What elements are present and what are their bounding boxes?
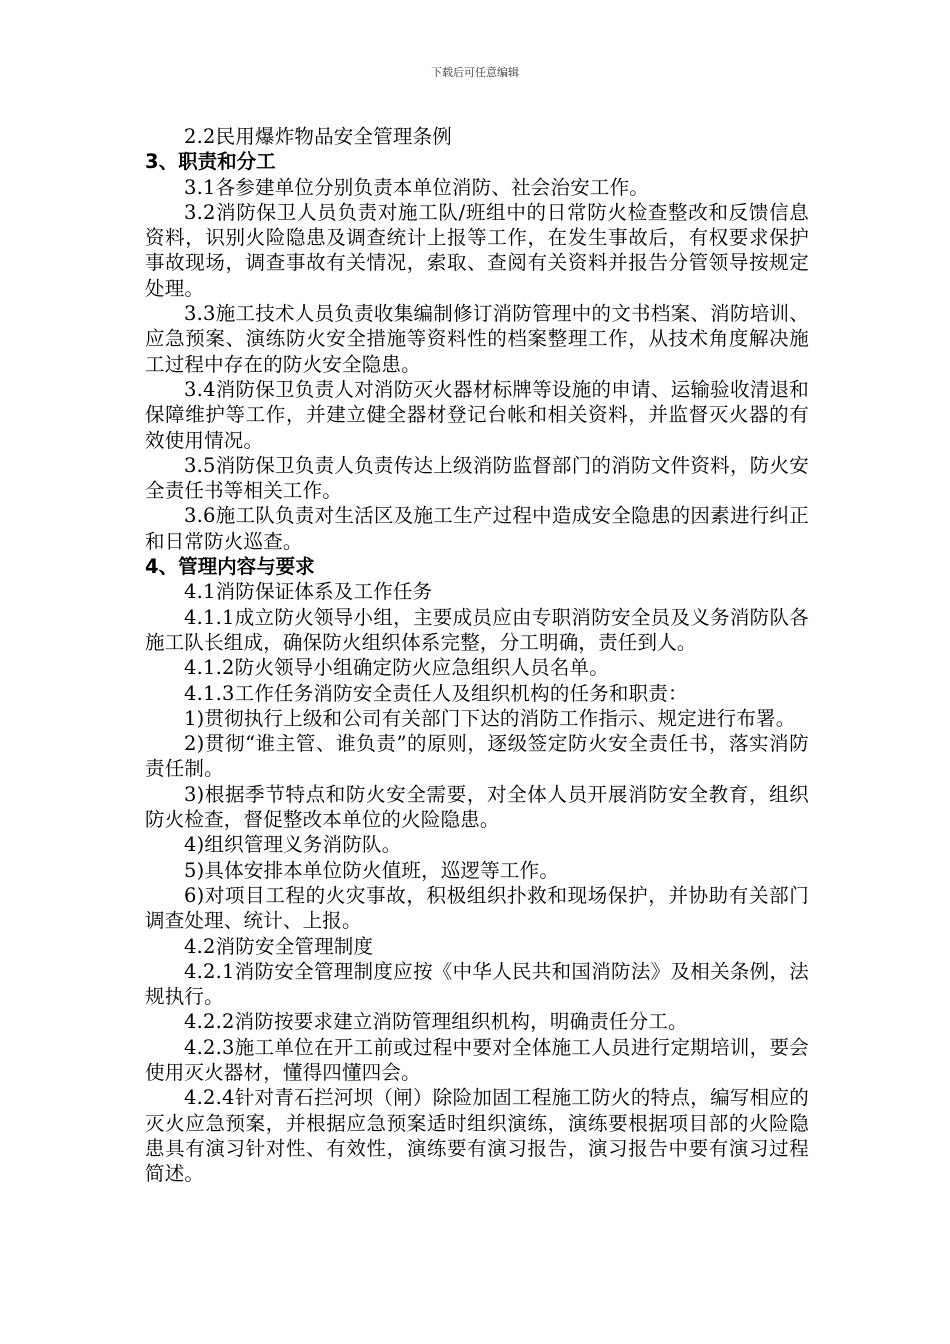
section-heading-3: 3、职责和分工: [145, 150, 276, 174]
list-item-6: 6)对项目工程的火灾事故，积极组织扑救和现场保护，并协助有关部门调查处理、统计、上报。: [145, 883, 809, 933]
paragraph-4-1-1: 4.1.1成立防火领导小组，主要成员应由专职消防安全员及义务消防队各施工队长组成，确保防火组织体系完整，分工明确，责任到人。: [145, 605, 809, 654]
list-item-1: 1)贯彻执行上级和公司有关部门下达的消防工作指示、规定进行布署。: [184, 706, 796, 730]
paragraph-4-2-1: 4.2.1消防安全管理制度应按《中华人民共和国消防法》及相关条例，法规执行。: [145, 959, 809, 1009]
paragraph-4-2-4: 4.2.4针对青石拦河坝（闸）除险加固工程施工防火的特点，编写相应的灭火应急预案，并根据应急预案适时组织演练，演练要根据项目部的火险隐患具有演习针对性、有效性，演练要有演习报告，演习报告中要有演习过程简述。: [145, 1086, 809, 1186]
document-body: [145, 124, 809, 1186]
paragraph-4-1-2: 4.1.2防火领导小组确定防火应急组织人员名单。: [184, 656, 609, 680]
list-item-5: 5)具体安排本单位防火值班，巡逻等工作。: [184, 858, 560, 882]
list-item-3: 3)根据季节特点和防火安全需要，对全体人员开展消防安全教育，组织防火检查，督促整改本单位的火险隐患。: [145, 782, 809, 832]
paragraph-3-6: 3.6施工队负责对生活区及施工生产过程中造成安全隐患的因素进行纠正和日常防火巡查。: [145, 504, 809, 553]
paragraph-4-1: 4.1消防保证体系及工作任务: [184, 580, 433, 604]
paragraph-3-1: 3.1各参建单位分别负责本单位消防、社会治安工作。: [184, 175, 650, 199]
paragraph-4-2: 4.2消防安全管理制度: [184, 934, 374, 958]
paragraph-3-5: 3.5消防保卫负责人负责传达上级消防监督部门的消防文件资料，防火安全责任书等相关工作。: [145, 453, 809, 503]
paragraph-3-4: 3.4消防保卫负责人对消防灭火器材标牌等设施的申请、运输验收清退和保障维护等工作，并建立健全器材登记台帐和相关资料，并监督灭火器的有效使用情况。: [145, 377, 809, 452]
paragraph-2-2: 2.2民用爆炸物品安全管理条例: [184, 125, 453, 148]
paragraph-4-1-3: 4.1.3工作任务消防安全责任人及组织机构的任务和职责：: [184, 681, 688, 705]
list-item-2: 2)贯彻“谁主管、谁负责”的原则，逐级签定防火安全责任书，落实消防责任制。: [145, 732, 809, 781]
paragraph-3-3: 3.3施工技术人员负责收集编制修订消防管理中的文书档案、消防培训、应急预案、演练防火安全措施等资料性的档案整理工作，从技术角度解决施工过程中存在的防火安全隐患。: [145, 302, 809, 376]
paragraph-4-2-2: 4.2.2消防按要求建立消防管理组织机构，明确责任分工。: [184, 1010, 688, 1034]
list-item-4: 4)组织管理义务消防队。: [184, 833, 402, 857]
paragraph-4-2-3: 4.2.3施工单位在开工前或过程中要对全体施工人员进行定期培训，要会使用灭火器材，懂得四懂四会。: [145, 1035, 809, 1084]
page-header-note: 下载后可任意编辑: [431, 66, 519, 79]
section-heading-4: 4、管理内容与要求: [145, 555, 315, 579]
paragraph-3-2: 3.2消防保卫人员负责对施工队/班组中的日常防火检查整改和反馈信息资料，识别火险隐患及调查统计上报等工作，在发生事故后，有权要求保护事故现场，调查事故有关情况，索取、查阅有关资料并报告分管领导按规定处理。: [145, 200, 809, 300]
